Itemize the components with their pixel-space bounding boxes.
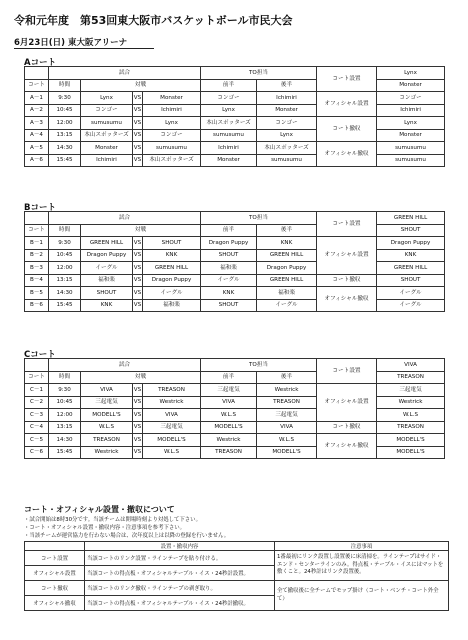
to-first-half: Lynx [201,104,257,117]
duty-header-content: 設置・撤収内容 [85,542,275,551]
duty-assignment: オフィシャル撤収 [317,434,377,459]
match-row [25,384,445,397]
vs-label: VS [133,237,143,250]
away-team: VIVA [143,409,201,422]
to-first-half: 福和楽 [201,262,257,275]
match-id: B－4 [25,274,49,287]
duty-team: Dragon Puppy [377,237,445,250]
match-time: 10:45 [49,396,81,409]
to-second-half: Ichimiri [257,92,317,105]
home-team: 三起電気 [81,396,133,409]
duty-note-setup: 1番最初にリンク設置し設置後に床清掃を。ラインテープはサイド・エンド・センターラインのみ。得点板・テーブル・イスにはマットを敷くこと。24秒計はリンク設置後。 [275,551,449,581]
header-court-setup: コート設置 [317,359,377,384]
home-team: Westrick [81,446,133,459]
to-second-half: イーグル [257,299,317,312]
match-row [25,142,445,155]
vs-label: VS [133,154,143,167]
duty-team: sumusumu [377,142,445,155]
duty-assignment: コート撤収 [317,117,377,142]
to-first-half: イーグル [201,274,257,287]
court-title: Aコート [24,58,57,68]
away-team: Dragon Puppy [143,274,201,287]
match-time: 14:30 [49,287,81,300]
to-second-half: GREEN HILL [257,274,317,287]
duty-assignment: オフィシャル撤収 [317,287,377,312]
duty-team: Ichimiri [377,104,445,117]
match-row [25,117,445,130]
duty-team: Westrick [377,396,445,409]
to-second-half: コンゴー [257,117,317,130]
duty-team: W.L.S [377,409,445,422]
vs-label: VS [133,287,143,300]
to-second-half: VIVA [257,421,317,434]
duty-content: 当該コートの得点板・オフィシャルテーブル・イス・24秒計撤収。 [85,596,275,611]
match-row [25,446,445,459]
note-line: ・当該チームが運営協力を行わない場合は、次年度以上は以降の登録を行いません。 [24,533,230,539]
header-match: 試合 [49,67,201,80]
away-team: コンゴー [143,129,201,142]
note-line: ・試合開始は8時30分です。当該チームは開場時刻より対処して下さい。 [24,517,201,523]
to-second-half: Monster [257,104,317,117]
home-team: KNK [81,299,133,312]
to-second-half: sumusumu [257,154,317,167]
to-second-half: TREASON [257,396,317,409]
duty-content: 当該コートのリンク撤収・ラインテープの剥ぎ取り。 [85,581,275,596]
home-team: 本山スポッターズ [81,129,133,142]
home-team: Monster [81,142,133,155]
header-second-half: 後半 [257,224,317,237]
notes-title: コート・オフィシャル設置・撤収について [24,505,175,514]
to-first-half: Dragon Puppy [201,237,257,250]
duty-assignment: オフィシャル設置 [317,237,377,275]
match-time: 12:00 [49,409,81,422]
court-schedule-table [24,211,445,312]
vs-label: VS [133,299,143,312]
match-row [25,274,445,287]
to-first-half: W.L.S [201,409,257,422]
match-row [25,287,445,300]
match-row [25,421,445,434]
match-id: B－3 [25,262,49,275]
to-first-half: Westrick [201,434,257,447]
duty-team: イーグル [377,287,445,300]
match-id: A－4 [25,129,49,142]
match-row [25,104,445,117]
away-team: MODELL'S [143,434,201,447]
match-id: B－5 [25,287,49,300]
match-row [25,249,445,262]
away-team: SHOUT [143,237,201,250]
duty-team: MODELL'S [377,434,445,447]
header-match: 試合 [49,359,201,372]
vs-label: VS [133,117,143,130]
match-row [25,299,445,312]
duty-team: TREASON [377,421,445,434]
vs-label: VS [133,249,143,262]
match-time: 15:45 [49,299,81,312]
match-id: C－6 [25,446,49,459]
vs-label: VS [133,142,143,155]
away-team: イーグル [143,287,201,300]
match-time: 9:30 [49,384,81,397]
match-time: 13:15 [49,274,81,287]
to-first-half: KNK [201,287,257,300]
away-team: Monster [143,92,201,105]
header-match: 試合 [49,212,201,225]
header-court-setup: コート設置 [317,212,377,237]
header-second-half: 後半 [257,371,317,384]
to-second-half: MODELL'S [257,446,317,459]
match-row [25,409,445,422]
match-row [25,396,445,409]
duty-label: コート設置 [25,551,85,566]
home-team: TREASON [81,434,133,447]
duty-assignment: オフィシャル撤収 [317,142,377,167]
match-id: C－4 [25,421,49,434]
to-second-half: Westrick [257,384,317,397]
home-team: コンゴー [81,104,133,117]
vs-label: VS [133,262,143,275]
match-id: A－5 [25,142,49,155]
home-team: Dragon Puppy [81,249,133,262]
match-time: 9:30 [49,92,81,105]
to-first-half: Monster [201,154,257,167]
away-team: 福和楽 [143,299,201,312]
duty-content: 当該コートの得点板・オフィシャルテーブル・イス・24秒計設置。 [85,566,275,581]
duty-note-cleanup: 全て撤収後に全チームでモップ掛け（コート・ベンチ・コート外全て） [275,581,449,611]
to-second-half: Dragon Puppy [257,262,317,275]
vs-label: VS [133,92,143,105]
match-time: 15:45 [49,446,81,459]
match-id: A－3 [25,117,49,130]
match-time: 14:30 [49,142,81,155]
duty-assignment: コート撤収 [317,421,377,434]
vs-label: VS [133,274,143,287]
match-id: B－2 [25,249,49,262]
vs-label: VS [133,396,143,409]
header-blank [25,212,49,225]
match-id: C－2 [25,396,49,409]
match-time: 12:00 [49,262,81,275]
page-title: 令和元年度 第53回東大阪市バスケットボール市民大会 [14,14,293,27]
match-time: 13:15 [49,129,81,142]
court-schedule-table [24,358,445,459]
duty-label: コート撤収 [25,581,85,596]
header-first-half: 前半 [201,371,257,384]
match-time: 15:45 [49,154,81,167]
vs-label: VS [133,446,143,459]
duty-team: 三起電気 [377,384,445,397]
header-time: 時間 [49,371,81,384]
note-line: ・コート・オフィシャル設置・撤収内容・注意事項を参考下さい。 [24,525,186,531]
header-court: コート [25,224,49,237]
duty-team: コンゴー [377,92,445,105]
header-versus: 対戦 [81,79,201,92]
duty-team: TREASON [377,371,445,384]
to-first-half: TREASON [201,446,257,459]
header-to-duty: TO担当 [201,67,317,80]
header-time: 時間 [49,79,81,92]
match-id: A－6 [25,154,49,167]
to-first-half: コンゴー [201,92,257,105]
header-second-half: 後半 [257,79,317,92]
to-second-half: KNK [257,237,317,250]
match-time: 9:30 [49,237,81,250]
duty-team: MODELL'S [377,446,445,459]
header-versus: 対戦 [81,371,201,384]
vs-label: VS [133,104,143,117]
match-id: B－6 [25,299,49,312]
duty-header-notes: 注意事項 [275,542,449,551]
court-title: Cコート [24,350,56,360]
header-to-duty: TO担当 [201,359,317,372]
home-team: SHOUT [81,287,133,300]
match-row [25,129,445,142]
home-team: sumusumu [81,117,133,130]
to-first-half: 三起電気 [201,384,257,397]
home-team: W.L.S [81,421,133,434]
match-row [25,92,445,105]
home-team: Lynx [81,92,133,105]
away-team: GREEN HILL [143,262,201,275]
to-first-half: 本山スポッターズ [201,117,257,130]
duty-label: オフィシャル設置 [25,566,85,581]
duty-team: イーグル [377,299,445,312]
header-blank [25,67,49,80]
to-second-half: W.L.S [257,434,317,447]
duty-team: Monster [377,79,445,92]
home-team: GREEN HILL [81,237,133,250]
match-time: 14:30 [49,434,81,447]
duty-team: GREEN HILL [377,262,445,275]
match-id: C－3 [25,409,49,422]
duty-content: 当該コートのリンク設置・ラインテープを貼り付ける。 [85,551,275,566]
vs-label: VS [133,409,143,422]
header-court-setup-team: Lynx [377,67,445,80]
duty-team: KNK [377,249,445,262]
vs-label: VS [133,384,143,397]
to-second-half: 本山スポッターズ [257,142,317,155]
match-time: 12:00 [49,117,81,130]
duty-header-blank [25,542,85,551]
court-title: Bコート [24,203,56,213]
vs-label: VS [133,129,143,142]
away-team: KNK [143,249,201,262]
to-first-half: VIVA [201,396,257,409]
away-team: 三起電気 [143,421,201,434]
notes-list [24,516,229,540]
header-court-setup: コート設置 [317,67,377,92]
match-row [25,434,445,447]
match-time: 10:45 [49,249,81,262]
event-date-venue: 6月23日(日) 東大阪アリーナ [14,38,128,48]
to-second-half: GREEN HILL [257,249,317,262]
home-team: MODELL'S [81,409,133,422]
header-court-setup-team: GREEN HILL [377,212,445,225]
header-court: コート [25,79,49,92]
header-blank [25,359,49,372]
vs-label: VS [133,434,143,447]
home-team: 福和楽 [81,274,133,287]
to-second-half: Lynx [257,129,317,142]
match-time: 13:15 [49,421,81,434]
away-team: sumusumu [143,142,201,155]
away-team: TREASON [143,384,201,397]
header-court: コート [25,371,49,384]
duty-assignment: オフィシャル設置 [317,92,377,117]
to-first-half: MODELL'S [201,421,257,434]
away-team: Ichimiri [143,104,201,117]
duty-table [24,541,449,611]
header-versus: 対戦 [81,224,201,237]
away-team: Lynx [143,117,201,130]
match-id: C－1 [25,384,49,397]
match-id: B－1 [25,237,49,250]
away-team: Westrick [143,396,201,409]
match-id: A－1 [25,92,49,105]
duty-team: Lynx [377,117,445,130]
duty-label: オフィシャル撤収 [25,596,85,611]
home-team: Ichimiri [81,154,133,167]
match-id: A－2 [25,104,49,117]
court-schedule-table [24,66,445,167]
header-first-half: 前半 [201,224,257,237]
duty-team: sumusumu [377,154,445,167]
match-row [25,154,445,167]
match-id: C－5 [25,434,49,447]
duty-assignment: オフィシャル設置 [317,384,377,422]
to-first-half: sumusumu [201,129,257,142]
to-first-half: Ichimiri [201,142,257,155]
header-court-setup-team: VIVA [377,359,445,372]
away-team: W.L.S [143,446,201,459]
match-row [25,237,445,250]
duty-team: Monster [377,129,445,142]
duty-team: SHOUT [377,224,445,237]
away-team: 本山スポッターズ [143,154,201,167]
to-first-half: SHOUT [201,299,257,312]
header-first-half: 前半 [201,79,257,92]
to-second-half: 三起電気 [257,409,317,422]
duty-team: SHOUT [377,274,445,287]
home-team: イーグル [81,262,133,275]
duty-assignment: コート撤収 [317,274,377,287]
subtitle-underline [14,48,154,49]
to-first-half: SHOUT [201,249,257,262]
vs-label: VS [133,421,143,434]
header-time: 時間 [49,224,81,237]
match-time: 10:45 [49,104,81,117]
match-row [25,262,445,275]
home-team: VIVA [81,384,133,397]
to-second-half: 福和楽 [257,287,317,300]
header-to-duty: TO担当 [201,212,317,225]
